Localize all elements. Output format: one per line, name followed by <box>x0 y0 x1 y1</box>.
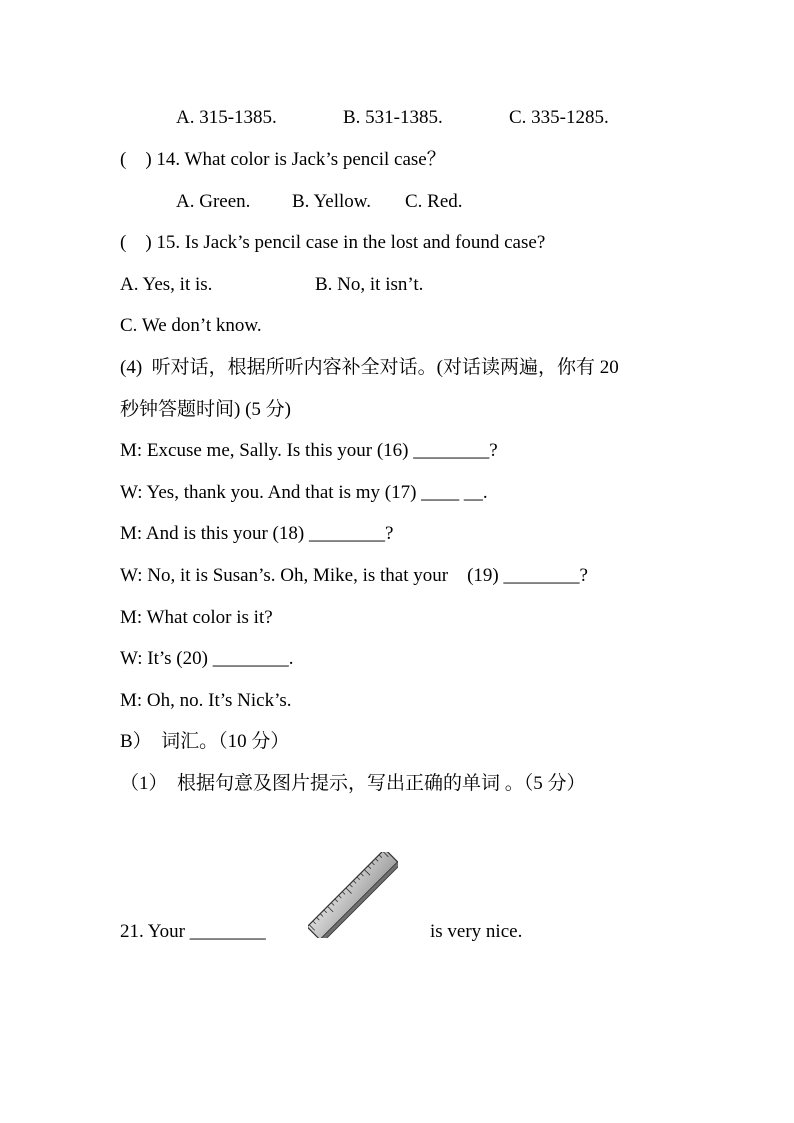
q15-option-a: A. Yes, it is. <box>120 274 213 295</box>
q14-option-c: C. Red. <box>405 191 463 212</box>
q15-option-c: C. We don’t know. <box>120 315 262 336</box>
part4-instruction-line2: 秒钟答题时间) (5 分) <box>120 399 291 420</box>
q15-option-b: B. No, it isn’t. <box>315 274 424 295</box>
q13-option-a: A. 315-1385. <box>176 107 277 128</box>
q15-stem: ( ) 15. Is Jack’s pencil case in the lost and found case? <box>120 232 546 253</box>
dialogue-line: M: And is this your (18) ________? <box>120 523 394 544</box>
section-b-sub1: （1） 根据句意及图片提示，写出正确的单词 。（5 分） <box>120 773 586 794</box>
dialogue-line: W: Yes, thank you. And that is my (17) ____ __. <box>120 482 488 503</box>
dialogue-line: M: Excuse me, Sally. Is this your (16) ________? <box>120 440 498 461</box>
q14-option-b: B. Yellow. <box>292 191 372 212</box>
q13-option-c: C. 335-1285. <box>509 107 609 128</box>
ruler-icon <box>308 852 398 938</box>
dialogue-line: W: It’s (20) ________. <box>120 648 294 669</box>
dialogue-line: W: No, it is Susan’s. Oh, Mike, is that your (19) ________? <box>120 565 588 586</box>
dialogue-line: M: What color is it? <box>120 607 273 628</box>
part4-instruction-line1: (4) 听对话，根据所听内容补全对话。(对话读两遍，你有 20 <box>120 357 619 378</box>
q14-stem: ( ) 14. What color is Jack’s pencil case？ <box>120 149 446 170</box>
section-b-title: B） 词汇。（10 分） <box>120 731 290 752</box>
q14-option-a: A. Green. <box>176 191 251 212</box>
q21-prefix: 21. Your ________ <box>120 921 266 942</box>
q13-option-b: B. 531-1385. <box>343 107 443 128</box>
q21-suffix: is very nice. <box>430 921 523 942</box>
dialogue-line: M: Oh, no. It’s Nick’s. <box>120 690 292 711</box>
